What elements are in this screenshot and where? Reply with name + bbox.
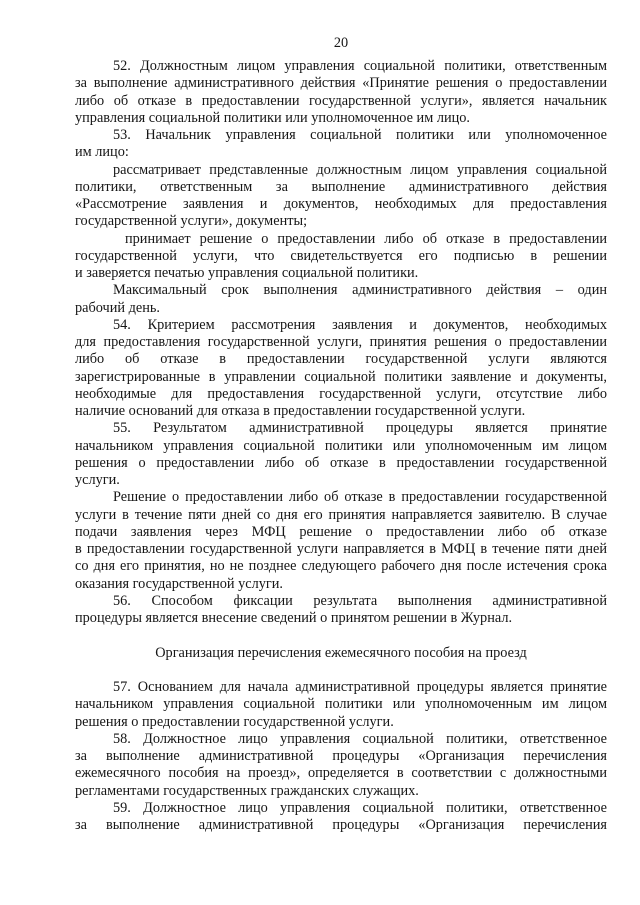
- clause-54: [75, 317, 607, 421]
- text-line: ежемесячного пособия на проезд», определяется в соответствии с должностными: [75, 765, 607, 782]
- text-line: решения о предоставлении государственной услуги.: [75, 713, 394, 730]
- text-line: со дня его принятия, но не позднее следующего рабочего дня после истечения срока: [75, 558, 607, 575]
- text-line: подачи заявления через МФЦ решение о предоставлении либо об отказе: [75, 523, 607, 540]
- text-line: «Рассмотрение заявления и документов, необходимых для предоставления: [75, 196, 607, 212]
- text-line: за выполнение административной процедуры «Организация перечисления: [75, 748, 607, 764]
- clause-55: [75, 420, 607, 489]
- text-line: Решение о предоставлении либо об отказе в предоставлении государственной: [113, 489, 607, 506]
- text-line: оказания государственной услуги.: [75, 575, 284, 592]
- text-line: рассматривает представленные должностным лицом управления социальной: [113, 161, 607, 178]
- text-line: либо об отказе в предоставлении государственной услуги», является начальник: [75, 92, 607, 109]
- clause-53-item-review: [75, 162, 607, 231]
- text-line: 53. Начальник управления социальной политики или уполномоченное: [113, 127, 607, 143]
- document-body: [75, 58, 607, 834]
- text-line: услуги.: [75, 472, 120, 488]
- text-line: 58. Должностное лицо управления социальной политики, ответственное: [113, 730, 607, 747]
- text-line: за выполнение административной процедуры «Организация перечисления: [75, 817, 607, 833]
- clause-55-notification: [75, 489, 607, 593]
- text-line: наличие оснований для отказа в предоставлении государственной услуги.: [75, 403, 526, 419]
- text-line: за выполнение административного действия «Принятие решения о предоставлении: [75, 75, 607, 92]
- clause-59: [75, 800, 607, 835]
- text-line: в предоставлении государственной услуги направляется в МФЦ в течение пяти дней: [75, 541, 607, 557]
- text-line: для предоставления государственной услуги, принятия решения о предоставлении: [75, 334, 607, 350]
- text-line: 56. Способом фиксации результата выполнения административной: [113, 592, 607, 609]
- section-heading: Организация перечисления ежемесячного пособия на проезд: [155, 644, 527, 661]
- text-line: процедуры является внесение сведений о принятом решении в Журнал.: [75, 610, 513, 626]
- text-line: зарегистрированные в управлении социальной политики заявление и документы,: [75, 368, 607, 385]
- text-line: необходимые для предоставления государственной услуги, отсутствие либо: [75, 385, 607, 402]
- clause-57: [75, 679, 607, 731]
- clause-58: [75, 731, 607, 800]
- text-line: и заверяется печатью управления социальной политики.: [75, 265, 419, 281]
- text-line: им лицо:: [75, 144, 129, 161]
- clause-53-item-decision: [75, 231, 607, 283]
- text-line: решения о предоставлении либо об отказе в предоставлении государственной: [75, 454, 607, 471]
- page-number: 20: [333, 35, 349, 51]
- text-line: принимает решение о предоставлении либо об отказе в предоставлении: [125, 230, 607, 247]
- text-line: либо об отказе в предоставлении государственной услуги являются: [75, 351, 607, 368]
- clause-56: [75, 593, 607, 628]
- text-line: 57. Основанием для начала административной процедуры является принятие: [113, 679, 607, 695]
- text-line: политики, ответственным за выполнение административного действия: [75, 178, 607, 195]
- text-line: государственной услуги», документы;: [75, 213, 308, 230]
- text-line: рабочий день.: [75, 299, 160, 316]
- text-line: регламентами государственных гражданских служащих.: [75, 782, 419, 799]
- text-line: 52. Должностным лицом управления социальной политики, ответственным: [113, 58, 607, 74]
- text-line: 54. Критерием рассмотрения заявления и документов, необходимых: [113, 316, 607, 333]
- text-line: 55. Результатом административной процедуры является принятие: [113, 420, 607, 437]
- text-line: государственной услуги, что свидетельствуется его подписью в решении: [75, 247, 607, 264]
- text-line: 59. Должностное лицо управления социальной политики, ответственное: [113, 799, 607, 816]
- text-line: управления социальной политики или уполномоченное им лицо.: [75, 109, 470, 126]
- clause-52: [75, 58, 607, 127]
- text-line: начальником управления социальной политики или уполномоченным им лицом: [75, 696, 607, 713]
- clause-53-deadline: [75, 282, 607, 317]
- text-line: услуги в течение пяти дней со дня его принятия направляется заявителю. В случае: [75, 506, 607, 523]
- text-line: Максимальный срок выполнения административного действия – один: [113, 282, 607, 299]
- clause-53: [75, 127, 607, 162]
- text-line: начальником управления социальной политики или уполномоченным им лицом: [75, 437, 607, 454]
